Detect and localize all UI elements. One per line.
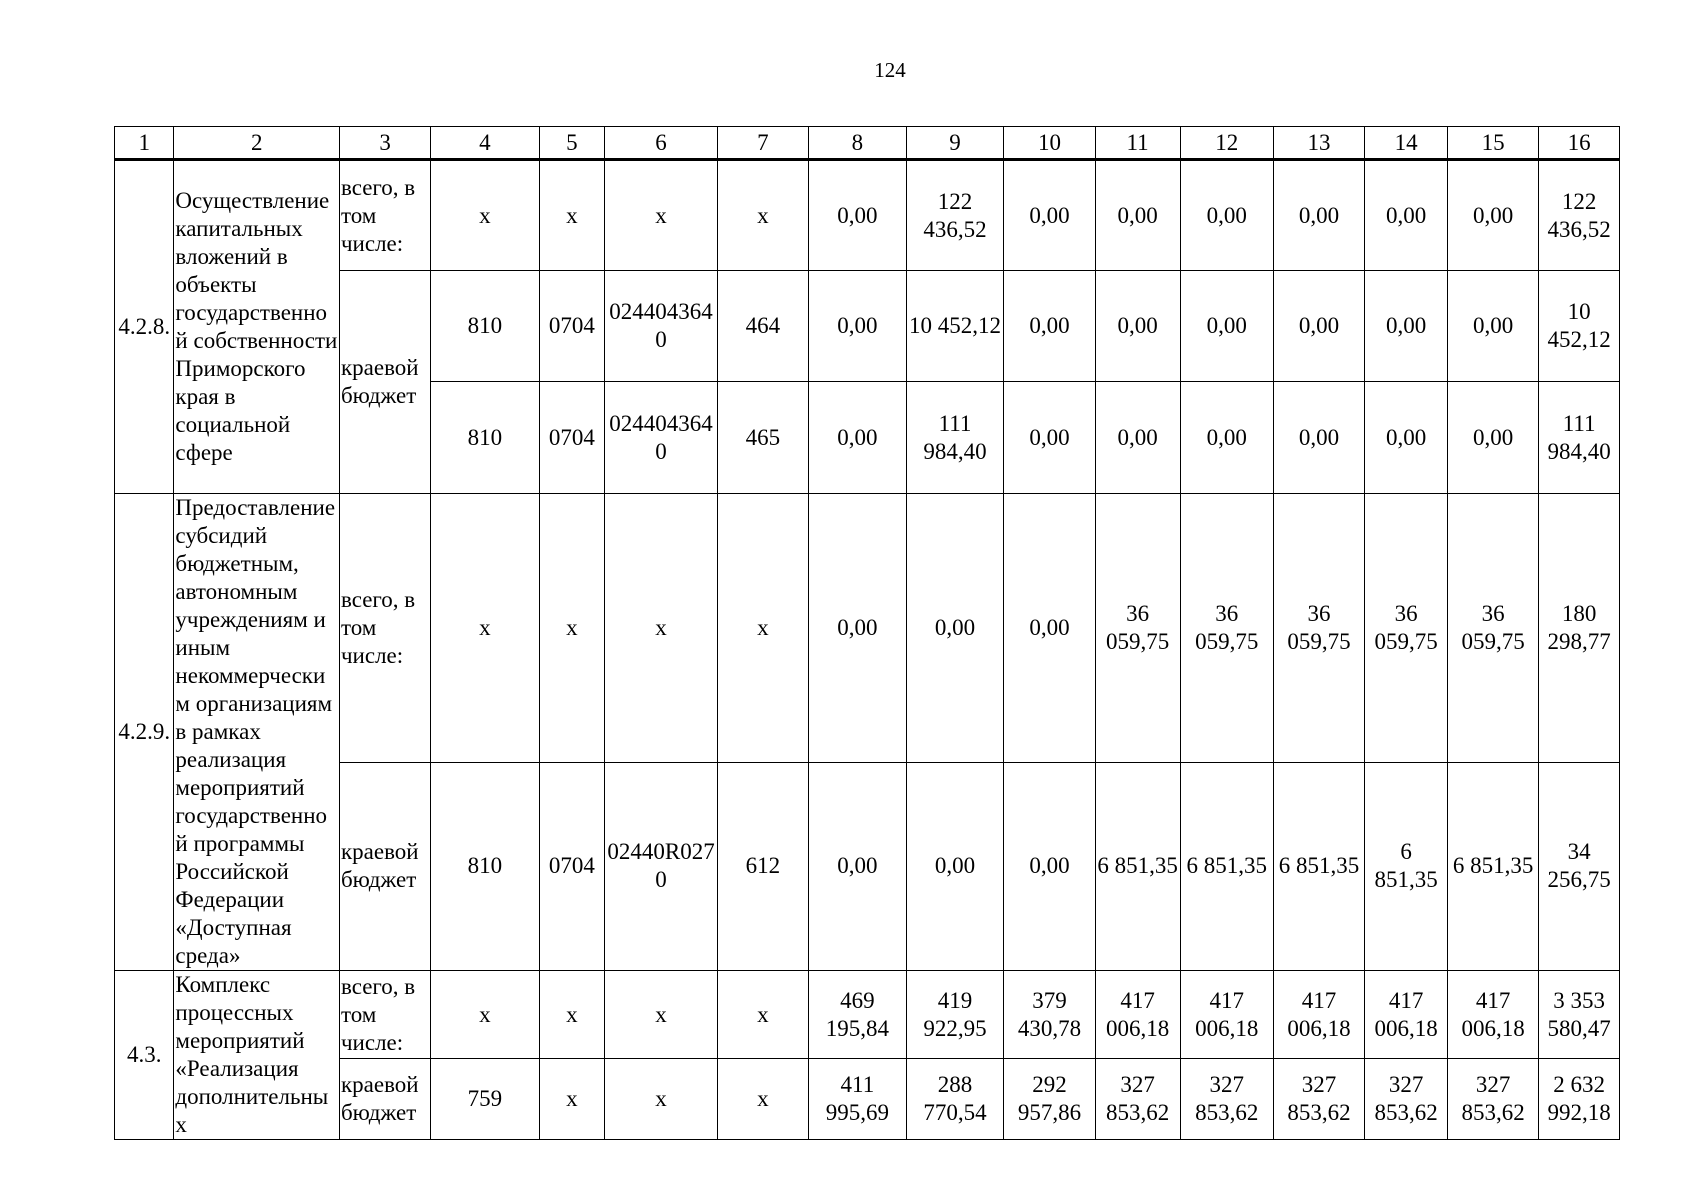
section-name: Комплекс процессных мероприятий «Реализация дополнительных bbox=[174, 971, 340, 1140]
value-cell: 0,00 bbox=[1365, 271, 1448, 382]
table-cell: х bbox=[539, 971, 605, 1059]
table-header-row bbox=[115, 127, 1620, 160]
value-cell: 419 922,95 bbox=[906, 971, 1004, 1059]
value-cell: 0,00 bbox=[1447, 271, 1538, 382]
column-header: 8 bbox=[809, 127, 907, 160]
value-cell: 0,00 bbox=[1004, 160, 1095, 271]
value-cell: 0,00 bbox=[1004, 762, 1095, 971]
table-cell: 0244043640 bbox=[605, 382, 718, 494]
table-cell: х bbox=[539, 1059, 605, 1140]
value-cell: 111 984,40 bbox=[906, 382, 1004, 494]
value-cell: 327 853,62 bbox=[1365, 1059, 1448, 1140]
table-row bbox=[115, 271, 1620, 382]
column-header: 16 bbox=[1539, 127, 1620, 160]
column-header: 6 bbox=[605, 127, 718, 160]
value-cell: 0,00 bbox=[906, 494, 1004, 763]
table-cell: 810 bbox=[431, 271, 539, 382]
value-cell: 34 256,75 bbox=[1539, 762, 1620, 971]
value-cell: 0,00 bbox=[1447, 160, 1538, 271]
value-cell: 0,00 bbox=[1180, 160, 1273, 271]
value-cell: 417 006,18 bbox=[1365, 971, 1448, 1059]
value-cell: 327 853,62 bbox=[1095, 1059, 1180, 1140]
table-row bbox=[115, 494, 1620, 763]
value-cell: 0,00 bbox=[1095, 382, 1180, 494]
value-cell: 417 006,18 bbox=[1273, 971, 1364, 1059]
table-cell: 612 bbox=[717, 762, 808, 971]
column-header: 9 bbox=[906, 127, 1004, 160]
table-cell: х bbox=[539, 494, 605, 763]
table-row bbox=[115, 762, 1620, 971]
value-cell: 10 452,12 bbox=[906, 271, 1004, 382]
value-cell: 2 632 992,18 bbox=[1539, 1059, 1620, 1140]
value-cell: 36 059,75 bbox=[1273, 494, 1364, 763]
table-cell: х bbox=[605, 1059, 718, 1140]
table-cell: х bbox=[431, 160, 539, 271]
funding-source: всего, в том числе: bbox=[339, 494, 430, 763]
funding-source: краевой бюджет bbox=[339, 1059, 430, 1140]
value-cell: 288 770,54 bbox=[906, 1059, 1004, 1140]
value-cell: 36 059,75 bbox=[1447, 494, 1538, 763]
section-name: Предоставление субсидий бюджетным, автономным учреждениям и иным некоммерческим организациям в рамках реализация мероприятий государственной программы Российской Федерации «Доступная среда» bbox=[174, 494, 340, 971]
value-cell: 0,00 bbox=[1004, 494, 1095, 763]
section-code: 4.2.9. bbox=[115, 494, 174, 971]
column-header: 4 bbox=[431, 127, 539, 160]
value-cell: 0,00 bbox=[1273, 382, 1364, 494]
value-cell: 0,00 bbox=[809, 382, 907, 494]
value-cell: 379 430,78 bbox=[1004, 971, 1095, 1059]
table-cell: х bbox=[605, 971, 718, 1059]
budget-table bbox=[114, 126, 1620, 1140]
table-cell: 0704 bbox=[539, 271, 605, 382]
value-cell: 0,00 bbox=[809, 494, 907, 763]
value-cell: 0,00 bbox=[1095, 160, 1180, 271]
table-row bbox=[115, 1059, 1620, 1140]
value-cell: 180 298,77 bbox=[1539, 494, 1620, 763]
value-cell: 111 984,40 bbox=[1539, 382, 1620, 494]
funding-source: всего, в том числе: bbox=[339, 160, 430, 271]
value-cell: 327 853,62 bbox=[1447, 1059, 1538, 1140]
column-header: 1 bbox=[115, 127, 174, 160]
table-row bbox=[115, 160, 1620, 271]
table-cell: х bbox=[717, 160, 808, 271]
column-header: 2 bbox=[174, 127, 340, 160]
column-header: 5 bbox=[539, 127, 605, 160]
table-cell: 0704 bbox=[539, 762, 605, 971]
table-cell: х bbox=[431, 971, 539, 1059]
value-cell: 6 851,35 bbox=[1095, 762, 1180, 971]
column-header: 10 bbox=[1004, 127, 1095, 160]
value-cell: 0,00 bbox=[1004, 382, 1095, 494]
value-cell: 122 436,52 bbox=[906, 160, 1004, 271]
value-cell: 417 006,18 bbox=[1180, 971, 1273, 1059]
table-cell: 810 bbox=[431, 762, 539, 971]
value-cell: 36 059,75 bbox=[1095, 494, 1180, 763]
value-cell: 292 957,86 bbox=[1004, 1059, 1095, 1140]
section-name: Осуществление капитальных вложений в объекты государственной собственности Приморского края в социальной сфере bbox=[174, 160, 340, 494]
value-cell: 0,00 bbox=[906, 762, 1004, 971]
section-code: 4.3. bbox=[115, 971, 174, 1140]
value-cell: 6 851,35 bbox=[1365, 762, 1448, 971]
value-cell: 0,00 bbox=[1180, 271, 1273, 382]
table-cell: х bbox=[605, 494, 718, 763]
table-cell: х bbox=[431, 494, 539, 763]
value-cell: 10 452,12 bbox=[1539, 271, 1620, 382]
table-cell: 0244043640 bbox=[605, 271, 718, 382]
column-header: 12 bbox=[1180, 127, 1273, 160]
value-cell: 0,00 bbox=[1273, 271, 1364, 382]
table-cell: х bbox=[717, 971, 808, 1059]
value-cell: 417 006,18 bbox=[1447, 971, 1538, 1059]
table-cell: 0704 bbox=[539, 382, 605, 494]
value-cell: 3 353 580,47 bbox=[1539, 971, 1620, 1059]
table-cell: х bbox=[539, 160, 605, 271]
table-cell: 465 bbox=[717, 382, 808, 494]
table-cell: х bbox=[605, 160, 718, 271]
value-cell: 327 853,62 bbox=[1180, 1059, 1273, 1140]
value-cell: 0,00 bbox=[1365, 382, 1448, 494]
value-cell: 0,00 bbox=[1180, 382, 1273, 494]
value-cell: 0,00 bbox=[809, 762, 907, 971]
funding-source: всего, в том числе: bbox=[339, 971, 430, 1059]
table-cell: 02440R0270 bbox=[605, 762, 718, 971]
value-cell: 0,00 bbox=[1365, 160, 1448, 271]
value-cell: 122 436,52 bbox=[1539, 160, 1620, 271]
value-cell: 0,00 bbox=[809, 160, 907, 271]
table-cell: 464 bbox=[717, 271, 808, 382]
value-cell: 6 851,35 bbox=[1180, 762, 1273, 971]
column-header: 11 bbox=[1095, 127, 1180, 160]
column-header: 7 bbox=[717, 127, 808, 160]
table-cell: 810 bbox=[431, 382, 539, 494]
funding-source: краевой бюджет bbox=[339, 271, 430, 494]
value-cell: 417 006,18 bbox=[1095, 971, 1180, 1059]
column-header: 14 bbox=[1365, 127, 1448, 160]
section-code: 4.2.8. bbox=[115, 160, 174, 494]
value-cell: 0,00 bbox=[1095, 271, 1180, 382]
funding-source: краевой бюджет bbox=[339, 762, 430, 971]
value-cell: 469 195,84 bbox=[809, 971, 907, 1059]
value-cell: 36 059,75 bbox=[1365, 494, 1448, 763]
value-cell: 6 851,35 bbox=[1273, 762, 1364, 971]
value-cell: 36 059,75 bbox=[1180, 494, 1273, 763]
table-cell: х bbox=[717, 1059, 808, 1140]
value-cell: 6 851,35 bbox=[1447, 762, 1538, 971]
value-cell: 0,00 bbox=[1004, 271, 1095, 382]
value-cell: 411 995,69 bbox=[809, 1059, 907, 1140]
column-header: 13 bbox=[1273, 127, 1364, 160]
table-row bbox=[115, 971, 1620, 1059]
value-cell: 0,00 bbox=[1447, 382, 1538, 494]
value-cell: 0,00 bbox=[809, 271, 907, 382]
value-cell: 0,00 bbox=[1273, 160, 1364, 271]
column-header: 15 bbox=[1447, 127, 1538, 160]
column-header: 3 bbox=[339, 127, 430, 160]
table-cell: 759 bbox=[431, 1059, 539, 1140]
page-number: 124 bbox=[874, 58, 906, 82]
value-cell: 327 853,62 bbox=[1273, 1059, 1364, 1140]
table-cell: х bbox=[717, 494, 808, 763]
